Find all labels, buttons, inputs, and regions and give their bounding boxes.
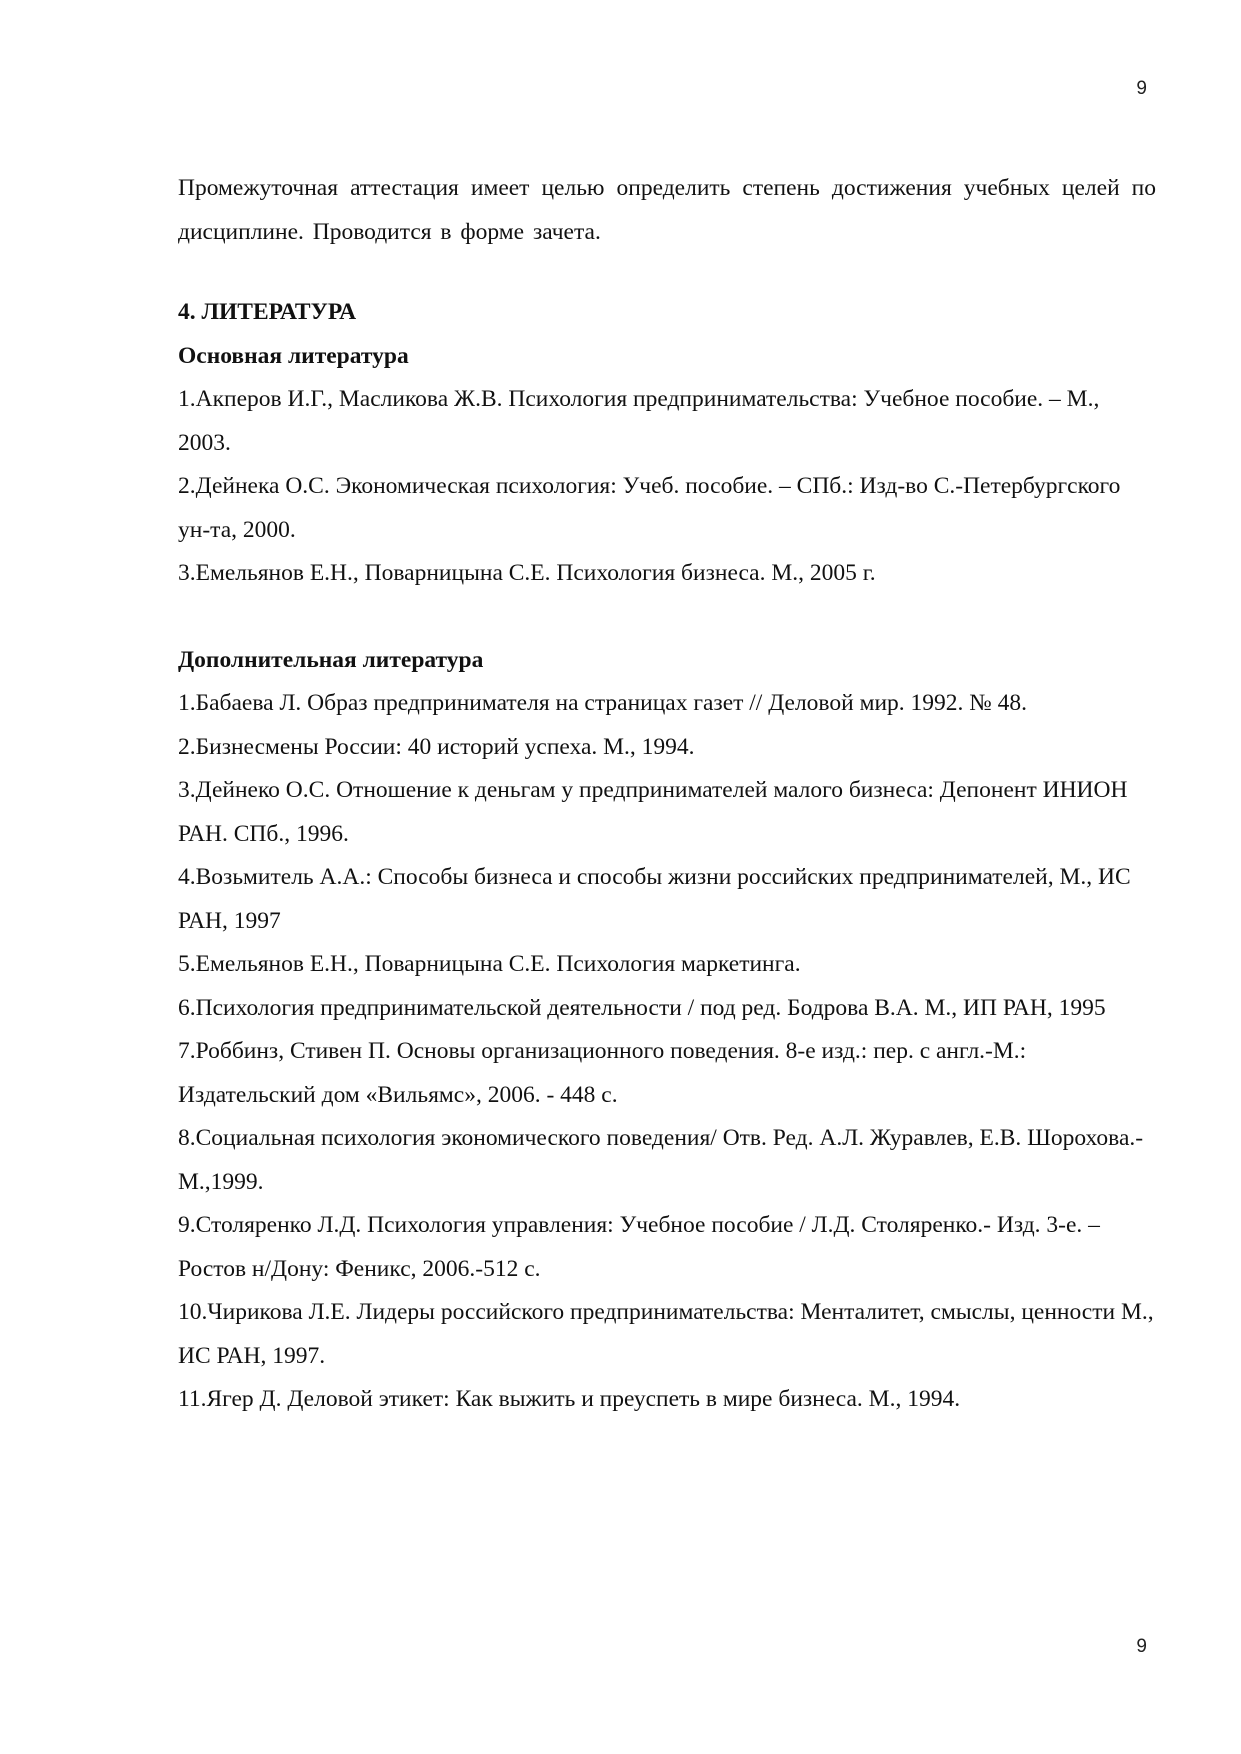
reference-item: 6.Психология предпринимательской деятельности / под ред. Бодрова В.А. М., ИП РАН, 1995 (178, 994, 1106, 1021)
document-body (178, 167, 1156, 1422)
reference-item: 9.Столяренко Л.Д. Психология управления: Учебное пособие / Л.Д. Столяренко.- Изд. 3-е. – Ростов н/Дону: Феникс, 2006.-512 с. (178, 1212, 1100, 1282)
reference-item: 1.Бабаева Л. Образ предпринимателя на страницах газет // Деловой мир. 1992. № 48. (178, 690, 1027, 716)
reference-item: 8.Социальная психология экономического поведения/ Отв. Ред. А.Л. Журавлев, Е.В. Шорохова.-М.,1999. (178, 1125, 1144, 1195)
reference-item: 5.Емельянов Е.Н., Поварницына С.Е. Психология маркетинга. (178, 951, 801, 977)
reference-item: 11.Ягер Д. Деловой этикет: Как выжить и преуспеть в мире бизнеса. М., 1994. (178, 1386, 961, 1412)
main-literature-list (178, 378, 1156, 596)
reference-item: 3.Дейнеко О.С. Отношение к деньгам у предпринимателей малого бизнеса: Депонент ИНИОН РАН. СПб., 1996. (178, 777, 1128, 847)
reference-item: 10.Чирикова Л.Е. Лидеры российского предпринимательства: Менталитет, смыслы, ценности М., ИС РАН, 1997. (178, 1299, 1154, 1369)
reference-item: 3.Емельянов Е.Н., Поварницына С.Е. Психология бизнеса. М., 2005 г. (178, 560, 876, 586)
section-title: 4. ЛИТЕРАТУРА (178, 299, 357, 325)
main-literature-heading: Основная литература (178, 342, 409, 369)
reference-item: 2.Дейнека О.С. Экономическая психология: Учеб. пособие. – СПб.: Изд-во С.-Петербургского ун-та, 2000. (178, 473, 1121, 543)
page-number-bottom: 9 (1136, 1636, 1147, 1657)
reference-item: 4.Возьмитель А.А.: Способы бизнеса и способы жизни российских предпринимателей, М., ИС РАН, 1997 (178, 864, 1131, 934)
additional-literature-list (178, 682, 1156, 1422)
reference-item: 7.Роббинз, Стивен П. Основы организационного поведения. 8-е изд.: пер. с англ.-М.: Издательский дом «Вильямс», 2006. - 448 с. (178, 1038, 1027, 1108)
page-number-top: 9 (1136, 78, 1147, 99)
additional-literature-heading: Дополнительная литература (178, 646, 484, 673)
reference-item: 1.Акперов И.Г., Масликова Ж.В. Психология предпринимательства: Учебное пособие. – М., 2003. (178, 386, 1100, 456)
intro-paragraph: Промежуточная аттестация имеет целью определить степень достижения учебных целей по дисциплине. Проводится в форме зачета. (178, 175, 1156, 245)
reference-item: 2.Бизнесмены России: 40 историй успеха. М., 1994. (178, 733, 695, 760)
